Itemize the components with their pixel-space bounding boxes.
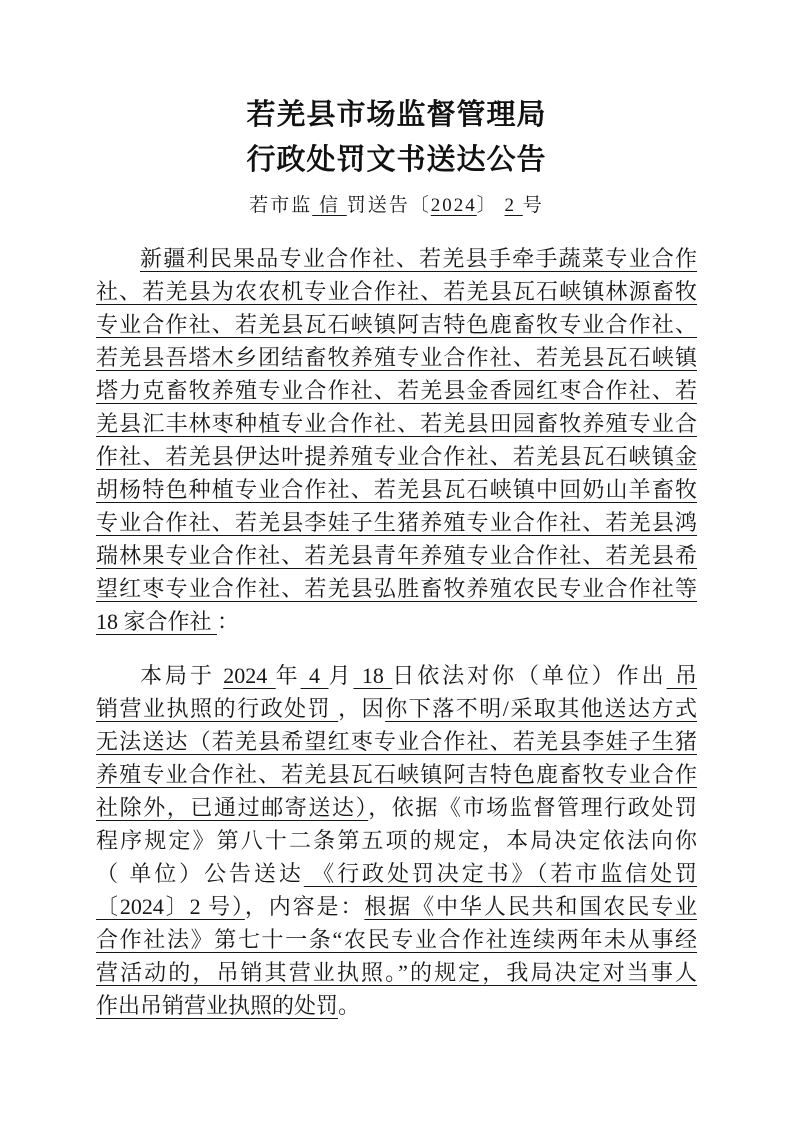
text-line (96, 539, 697, 572)
template-text: 日依法对你（单位）作出 (392, 663, 667, 688)
text-line (96, 440, 697, 473)
template-text: 程序规定》第八十二条第五项的规定，本局决定依法向你 (96, 828, 697, 853)
text-line (96, 956, 697, 989)
text-line (96, 605, 697, 638)
text-line (96, 242, 697, 275)
text-line (96, 692, 697, 725)
filled-in-text: 胡杨特色种植专业合作社、若羌县瓦石峡镇中回奶山羊畜牧 (96, 477, 697, 502)
paragraph (96, 242, 697, 638)
text-line (96, 308, 697, 341)
text-line (96, 857, 697, 890)
template-text: 月 (328, 663, 354, 688)
filled-in-text: 根据《中华人民共和国农民专业 (364, 894, 697, 919)
title-line-2: 行政处罚文书送达公告 (246, 144, 547, 176)
template-text: 号 (522, 195, 544, 216)
text-line (96, 791, 697, 824)
template-text: 若市监 (249, 195, 313, 216)
filled-in-text: 营活动的，吊销其营业执照。”的规定，我局决定对当事人 (96, 960, 697, 985)
text-line (96, 923, 697, 956)
template-text: ，依据《市场监督管理行政处罚 (368, 795, 697, 820)
text-line (96, 758, 697, 791)
template-text: 年 (275, 663, 301, 688)
template-text: 本局于 (140, 663, 224, 688)
filled-in-text: 合作社法》第七十一条“农民专业合作社连续两年未从事经 (96, 927, 697, 952)
filled-in-text: 信 (312, 195, 347, 216)
filled-in-text: 作社、若羌县伊达叶提养殖专业合作社、若羌县瓦石峡镇金 (96, 444, 697, 469)
text-line (96, 572, 697, 605)
doc-number (0, 193, 793, 219)
filled-in-text: 瑞林果专业合作社、若羌县青年养殖专业合作社、若羌县希 (96, 543, 697, 568)
filled-in-text: 2024 (430, 195, 477, 216)
document-body (96, 242, 697, 1022)
filled-in-text: 2024 (223, 663, 276, 688)
template-text: 〕 (476, 195, 505, 216)
filled-in-text: 《行政处罚决定书》（若市监信处罚 (303, 861, 697, 886)
text-line (96, 506, 697, 539)
filled-in-text: 专业合作社、若羌县瓦石峡镇阿吉特色鹿畜牧专业合作社、 (96, 312, 697, 337)
filled-in-text: 社、若羌县为农农机专业合作社、若羌县瓦石峡镇林源畜牧 (96, 279, 697, 304)
filled-in-text: 若羌县吾塔木乡团结畜牧养殖专业合作社、若羌县瓦石峡镇 (96, 345, 697, 370)
text-line (96, 890, 697, 923)
document-title (0, 93, 793, 183)
text-line (96, 725, 697, 758)
paragraph (96, 659, 697, 1022)
filled-in-text: 羌县汇丰林枣种植专业合作社、若羌县田园畜牧养殖专业合 (96, 411, 697, 436)
filled-in-text: 销营业执照的行政处罚 (96, 696, 339, 721)
filled-in-text: 新疆利民果品专业合作社、若羌县手牵手蔬菜专业合作 (140, 246, 697, 271)
template-text: 。 (338, 993, 361, 1018)
filled-in-text: 作出吊销营业执照的处罚 (96, 993, 339, 1018)
text-line (96, 374, 697, 407)
filled-in-text: 〔2024〕2 号） (96, 894, 245, 919)
filled-in-text: 专业合作社、若羌县李娃子生猪养殖专业合作社、若羌县鸿 (96, 510, 697, 535)
template-text: ： (217, 609, 240, 634)
text-line (96, 824, 697, 857)
filled-in-text: 2 (504, 195, 523, 216)
title-line-1: 若羌县市场监督管理局 (246, 99, 547, 131)
template-text: （ 单位）公告送达 (96, 861, 304, 886)
filled-in-text: 养殖专业合作社、若羌县瓦石峡镇阿吉特色鹿畜牧专业合作 (96, 762, 697, 787)
filled-in-text: 塔力克畜牧养殖专业合作社、若羌县金香园红枣合作社、若 (96, 378, 697, 403)
filled-in-text: 吊 (666, 663, 697, 688)
filled-in-text: 无法送达（若羌县希望红枣专业合作社、若羌县李娃子生猪 (96, 729, 697, 754)
template-text: 罚送告〔 (346, 195, 431, 216)
template-text: ，因 (338, 696, 386, 721)
filled-in-text: 18 家合作社 (96, 609, 218, 634)
text-line (96, 407, 697, 440)
text-line (96, 341, 697, 374)
document-header (0, 93, 793, 219)
filled-in-text: 望红枣专业合作社、若羌县弘胜畜牧养殖农民专业合作社等 (96, 576, 697, 601)
text-line (96, 473, 697, 506)
template-text: ，内容是： (244, 894, 365, 919)
text-line (96, 659, 697, 692)
filled-in-text: 18 (353, 663, 393, 688)
filled-in-text: 4 (300, 663, 329, 688)
text-line (96, 989, 697, 1022)
filled-in-text: 你下落不明/采取其他送达方式 (385, 696, 697, 721)
filled-in-text: 社除外，已通过邮寄送达） (96, 795, 369, 820)
text-line (96, 275, 697, 308)
